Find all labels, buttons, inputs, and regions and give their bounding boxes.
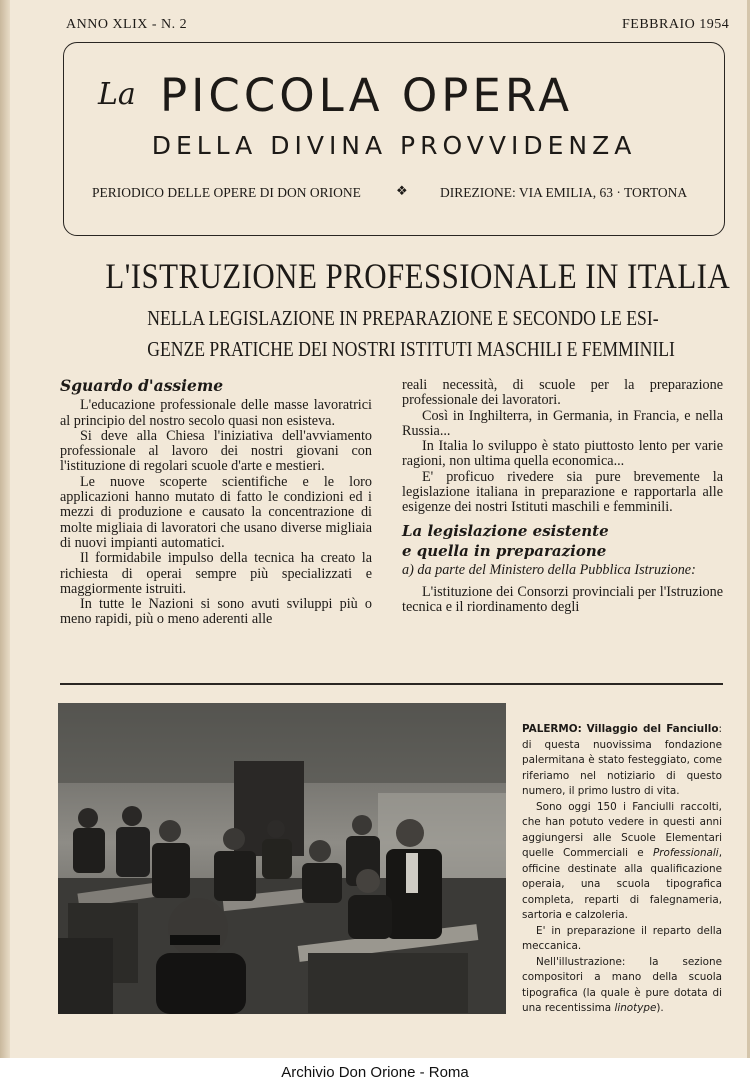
section-title-legislation-line1: La legislazione esistente bbox=[402, 521, 609, 540]
paragraph: Le nuove scoperte scientifiche e le loro applicazioni hanno mutato di fatto le condizioni ed i mezzi di produzione e causato la concentrazione di molte migliaia di lavoratori che usano diverse migliaia di nuovi impianti automatici. bbox=[60, 473, 372, 551]
paragraph-continued: reali necessità, di scuole per la preparazione professionale dei lavoratori. bbox=[402, 377, 723, 409]
caption-text: ). bbox=[656, 1002, 664, 1014]
caption-italic: Professionali bbox=[652, 847, 719, 859]
masthead-subtitle: DELLA DIVINA PROVVIDENZA bbox=[151, 131, 637, 160]
paragraph: In tutte le Nazioni si sono avuti sviluppi più o meno rapidi, più o meno aderenti alle bbox=[60, 596, 372, 628]
list-item: a) da parte del Ministero della Pubblica Istruzione: bbox=[402, 562, 696, 579]
masthead-direction: DIREZIONE: VIA EMILIA, 63 · TORTONA bbox=[440, 185, 688, 200]
photo-illustration bbox=[58, 703, 506, 1014]
caption-text: , officine destinate alla qualificazione operaia, una scuola tipografica completa, reparti di falegnameria, sartoria e calzoleria. bbox=[522, 847, 722, 921]
caption-text: Sono oggi 150 i Fanciulli raccolti, che han potuto vedere in questi anni aggiungersi alle Scuole Elementari quelle Commerciali e bbox=[522, 800, 722, 859]
masthead-box bbox=[63, 42, 725, 236]
page-binding-shadow bbox=[0, 0, 10, 1087]
article-left-column bbox=[60, 378, 372, 628]
paragraph: L'educazione professionale delle masse lavoratrici al principio del nostro secolo quasi non esisteva. bbox=[60, 397, 372, 429]
section-title-overview: Sguardo d'assieme bbox=[60, 376, 224, 395]
caption-paragraph bbox=[522, 955, 722, 1017]
caption-text: Nell'illustrazione: la sezione compositori a mano della scuola tipografica (la quale è pure dotata di una recentissima bbox=[522, 955, 722, 1014]
masthead-prefix: La bbox=[98, 77, 136, 112]
section-divider bbox=[60, 683, 723, 685]
article-right-column bbox=[402, 378, 723, 615]
masthead-title: PICCOLA OPERA bbox=[160, 69, 574, 122]
paragraph: E' proficuo rivedere sia pure brevemente la legislazione italiana in preparazione e rapportarla alle esigenze dei nostri Istituti maschili e femminili. bbox=[402, 468, 723, 516]
caption-paragraph bbox=[522, 800, 722, 924]
article-subhead-line2: GENZE PRATICHE DEI NOSTRI ISTITUTI MASCHILI E FEMMINILI bbox=[147, 337, 675, 361]
caption-paragraph bbox=[522, 722, 722, 800]
article-headline: L'ISTRUZIONE PROFESSIONALE IN ITALIA bbox=[105, 256, 731, 296]
article-subhead-line1: NELLA LEGISLAZIONE IN PREPARAZIONE E SECONDO LE ESI- bbox=[147, 306, 659, 330]
masthead-periodical: PERIODICO DELLE OPERE DI DON ORIONE bbox=[92, 185, 361, 200]
issue-number: ANNO XLIX - N. 2 bbox=[66, 17, 188, 32]
caption-text: : di questa nuovissima fondazione palermitana è stato festeggiato, come riferiamo nel notiziario di questo numero, il primo lustro di vita. bbox=[522, 723, 722, 797]
caption-title: Villaggio del Fanciullo bbox=[586, 723, 719, 735]
ornament-icon: ❖ bbox=[396, 184, 408, 199]
paragraph: Il formidabile impulso della tecnica ha creato la richiesta di operai sempre più specializzati e maggiormente istruiti. bbox=[60, 550, 372, 597]
archive-footer bbox=[0, 1058, 750, 1087]
issue-date: FEBBRAIO 1954 bbox=[622, 17, 730, 32]
archive-label: Archivio Don Orione - Roma bbox=[281, 1064, 469, 1081]
classroom-photo bbox=[58, 703, 506, 1014]
section-title-legislation-line2: e quella in preparazione bbox=[402, 541, 607, 560]
paragraph: L'istituzione dei Consorzi provinciali per l'Istruzione tecnica e il riordinamento degli bbox=[402, 583, 723, 615]
caption-place: PALERMO: bbox=[522, 723, 582, 735]
paragraph: Si deve alla Chiesa l'iniziativa dell'avviamento professionale al lavoro dei nostri giovani con l'istituzione di regolari scuole d'arte e mestieri. bbox=[60, 427, 372, 475]
photo-caption bbox=[522, 722, 722, 1017]
caption-paragraph: E' in preparazione il reparto della meccanica. bbox=[522, 924, 722, 952]
paragraph: Così in Inghilterra, in Germania, in Francia, e nella Russia... bbox=[402, 407, 723, 439]
paragraph: In Italia lo sviluppo è stato piuttosto lento per varie ragioni, non ultima quella economica... bbox=[402, 438, 723, 470]
caption-italic: linotype bbox=[614, 1002, 657, 1014]
